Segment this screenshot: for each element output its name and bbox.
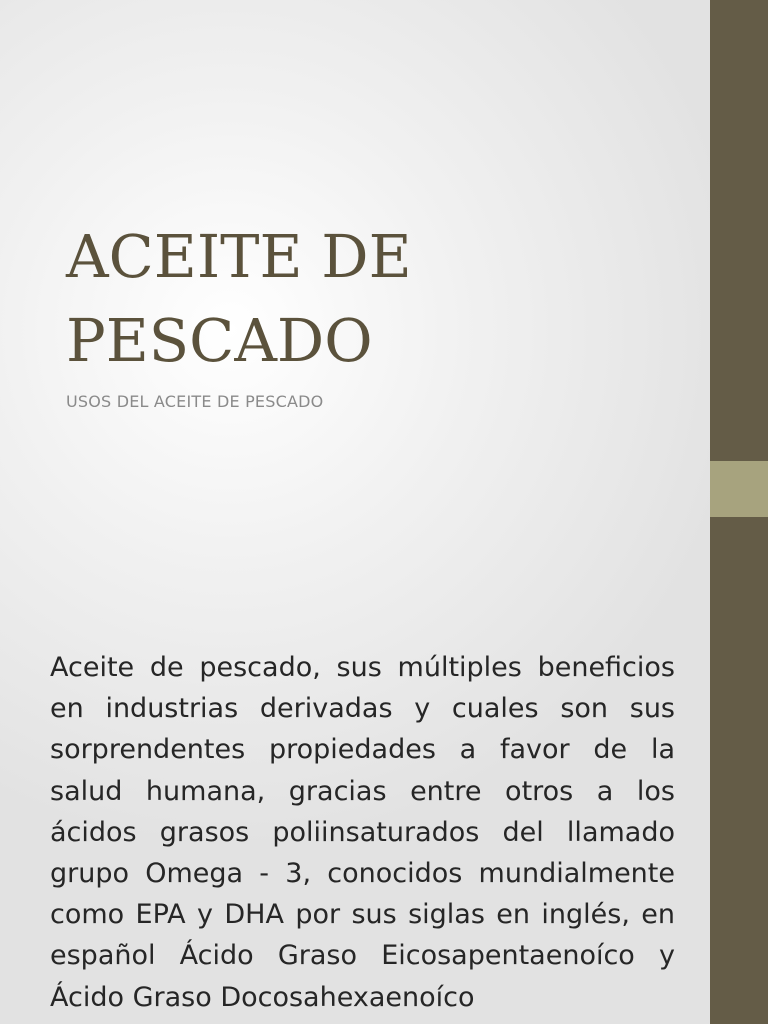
slide-body-text: Aceite de pescado, sus múltiples beneficios en industrias derivadas y cuales son sus sorprendentes propiedades a favor de la salud humana, gracias entre otros a los ácidos grasos poliinsaturados del llamado grupo Omega - 3, conocidos mundialmente como EPA y DHA por sus siglas en inglés, en español Ácido Graso Eicosapentaenoíco y Ácido Graso Docosahexaenoíco bbox=[50, 652, 675, 1013]
decorative-side-accent bbox=[710, 461, 768, 517]
slide-title: ACEITE DE PESCADO bbox=[66, 222, 412, 375]
slide-subtitle: USOS DEL ACEITE DE PESCADO bbox=[66, 392, 324, 411]
